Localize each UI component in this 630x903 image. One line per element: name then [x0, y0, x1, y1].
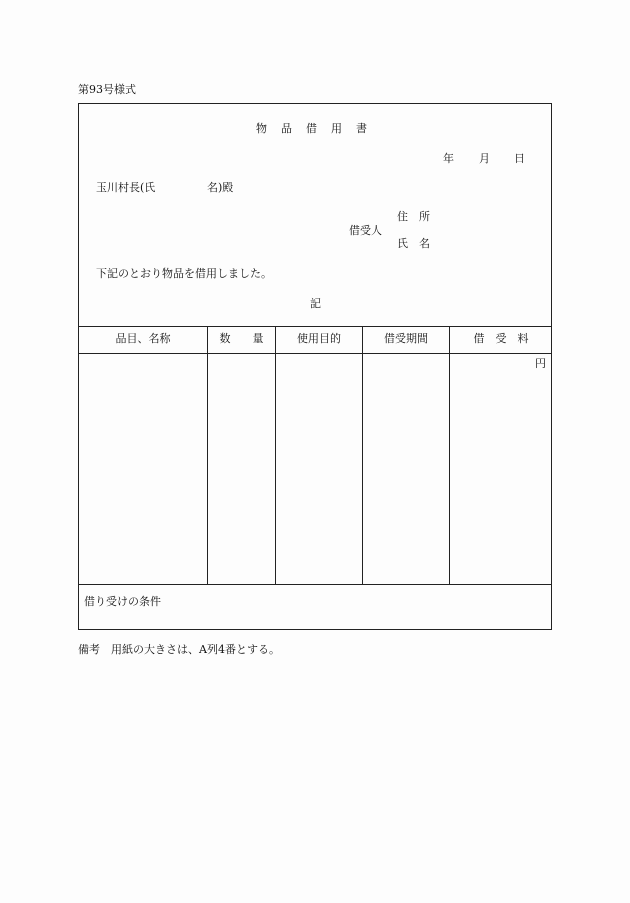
column-divider — [362, 327, 363, 585]
form-number: 第93号様式 — [78, 83, 136, 96]
column-header-period: 借受期間 — [384, 332, 428, 345]
date-month-label: 月 — [479, 152, 490, 165]
conditions-label: 借り受けの条件 — [84, 595, 161, 608]
column-divider — [449, 327, 450, 585]
borrower-address-label: 住 所 — [397, 210, 430, 223]
footnote: 備考 用紙の大きさは、A列4番とする。 — [78, 643, 280, 656]
statement-text: 下記のとおり物品を借用しました。 — [96, 267, 272, 280]
column-divider — [207, 327, 208, 585]
form-title: 物品借用書 — [256, 122, 381, 135]
borrower-label: 借受人 — [349, 224, 382, 237]
addressee-suffix: 名)殿 — [207, 181, 234, 194]
column-header-purpose: 使用目的 — [297, 332, 341, 345]
column-header-fee: 借 受 料 — [473, 332, 529, 345]
addressee-prefix: 玉川村長(氏 — [96, 181, 156, 194]
column-header-item-name: 品目、名称 — [115, 332, 171, 345]
table-top-rule — [79, 326, 551, 327]
table-bottom-rule — [79, 584, 551, 585]
date-year-label: 年 — [443, 152, 454, 165]
loan-form — [78, 103, 552, 630]
fee-unit-label: 円 — [535, 357, 546, 370]
ki-label: 記 — [310, 297, 321, 310]
date-day-label: 日 — [514, 152, 525, 165]
column-divider — [275, 327, 276, 585]
borrower-name-label: 氏 名 — [397, 237, 430, 250]
column-header-quantity: 数 量 — [219, 332, 264, 345]
table-header-rule — [79, 353, 551, 354]
